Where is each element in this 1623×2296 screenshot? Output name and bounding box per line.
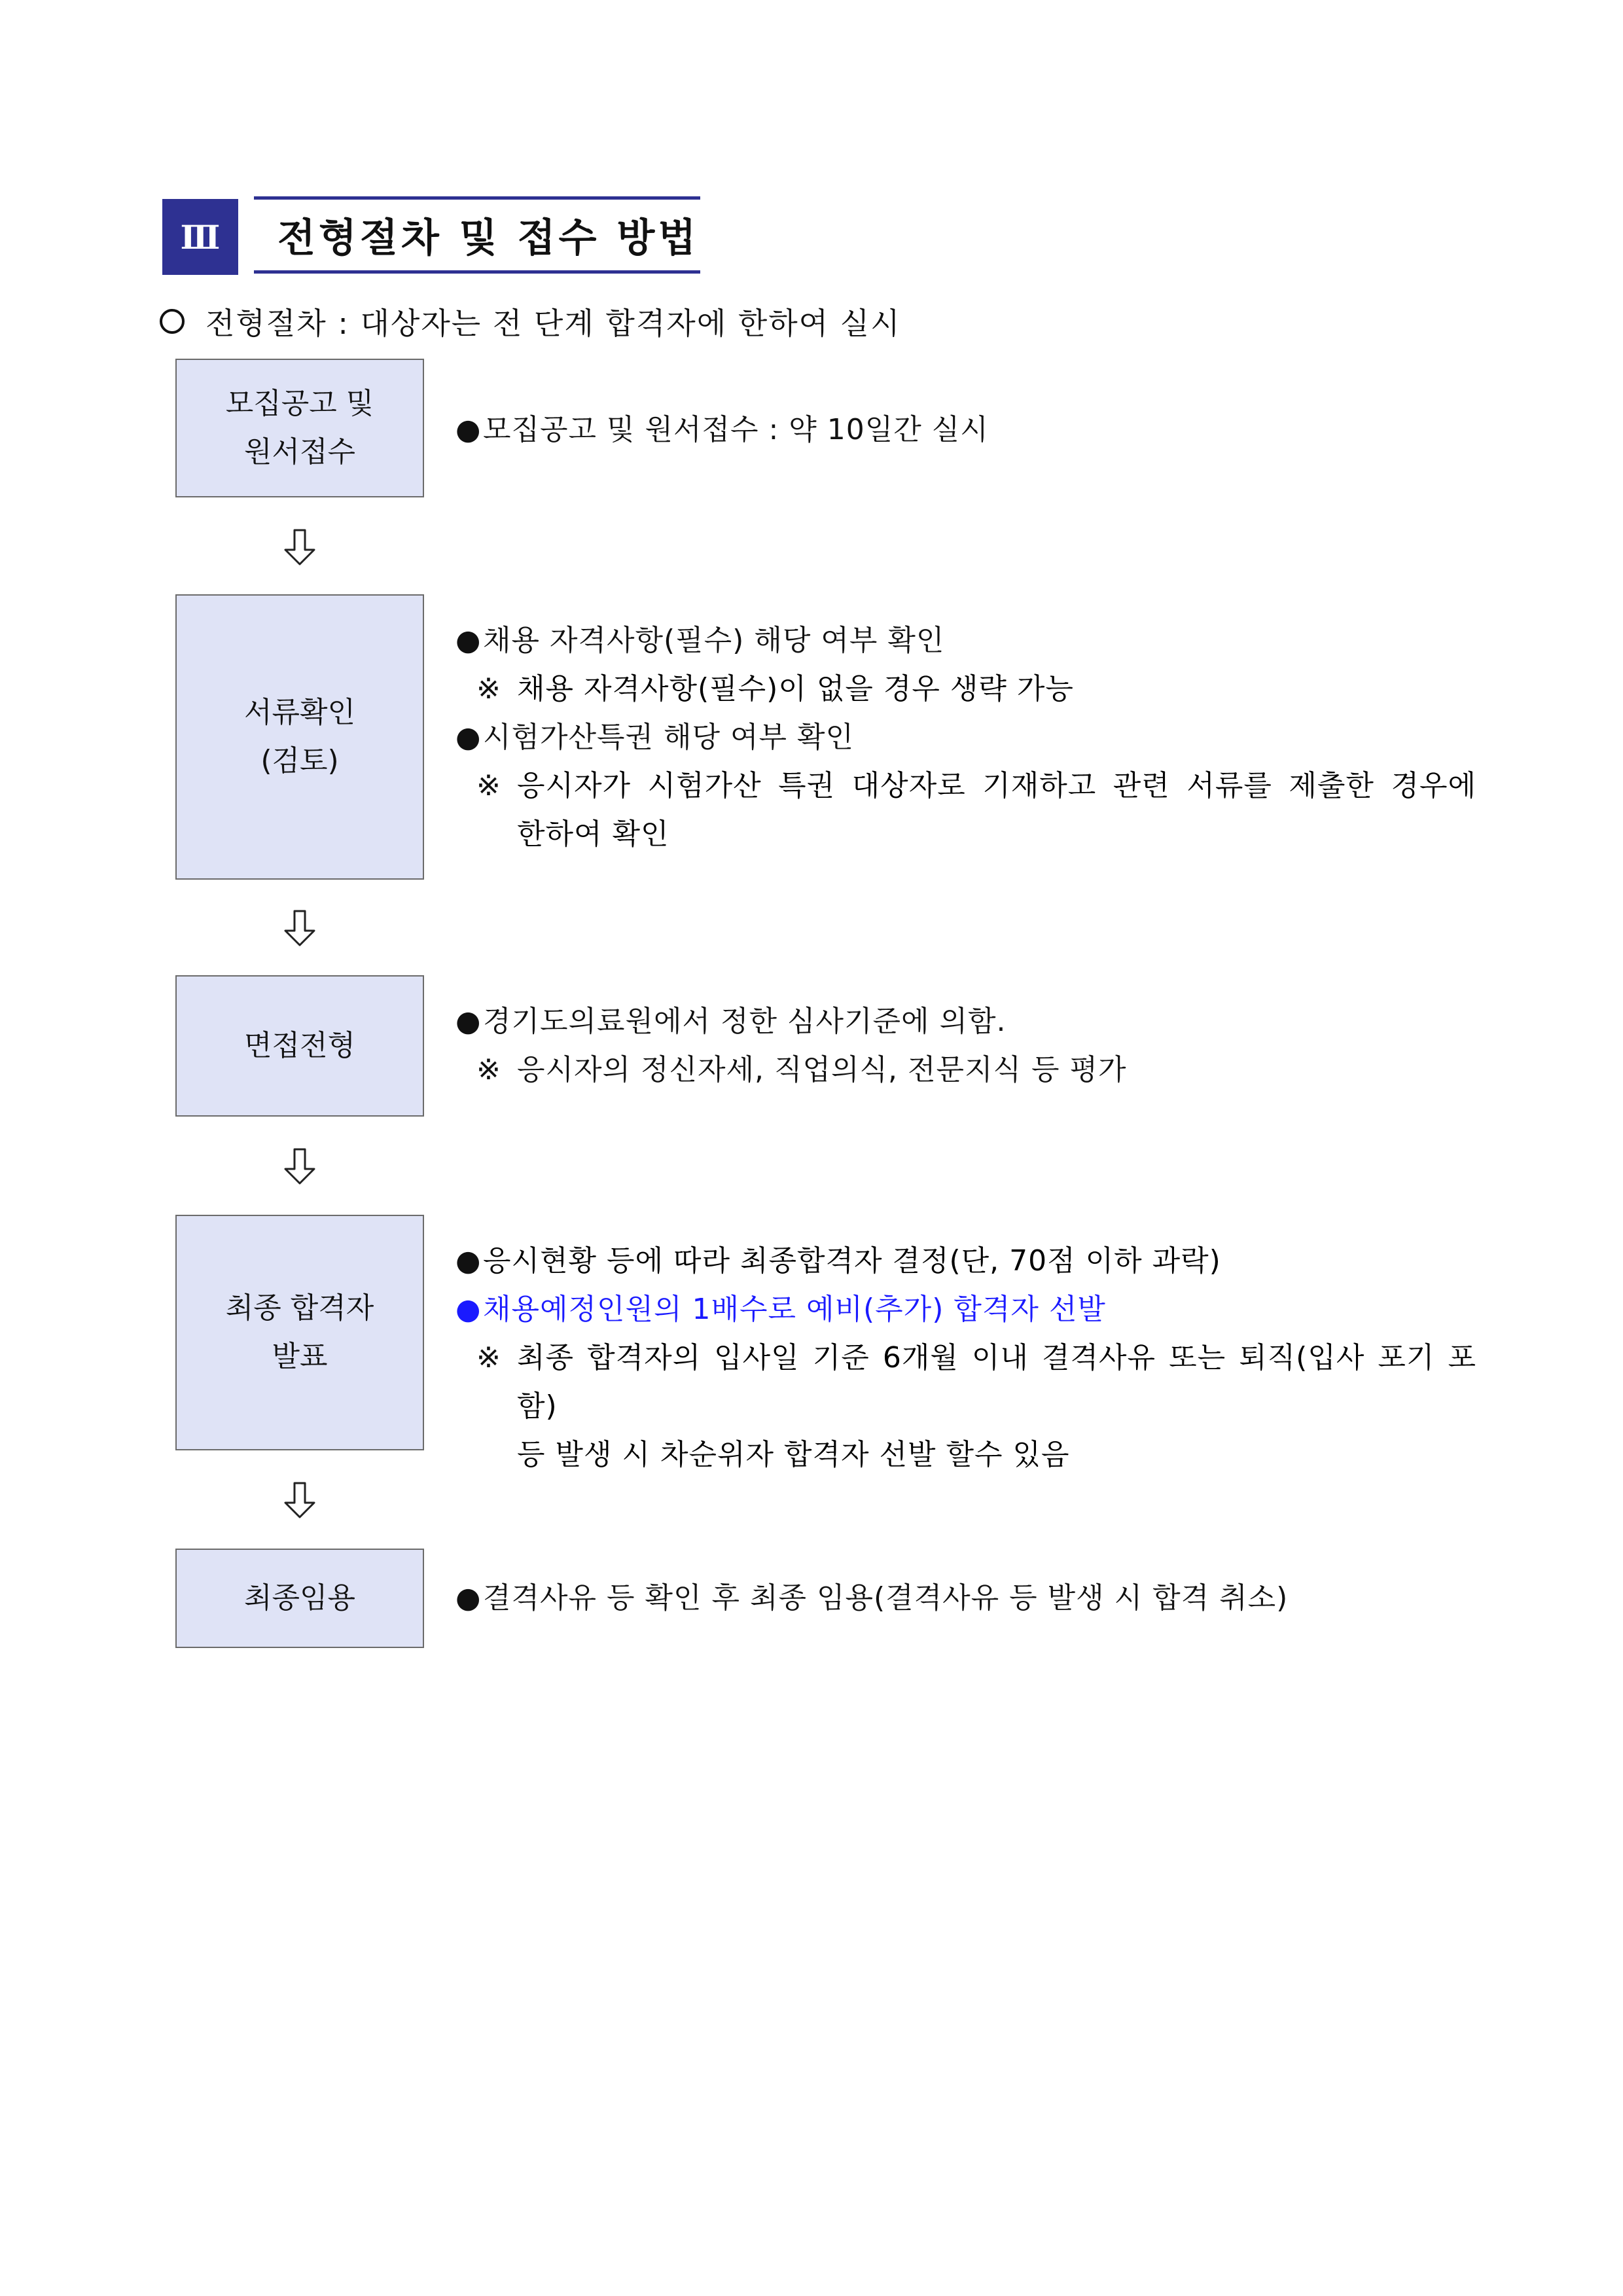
reference-mark: ※ — [476, 672, 501, 706]
desc-text: 채용 자격사항(필수)이 없을 경우 생략 가능 — [517, 672, 1074, 706]
desc-line — [455, 762, 1476, 810]
desc-line — [455, 1046, 1476, 1094]
bullet-icon: ● — [455, 1244, 481, 1278]
intro-text: 전형절차 : 대상자는 전 단계 합격자에 한하여 실시 — [205, 306, 901, 341]
desc-line — [455, 1574, 1476, 1623]
step-desc-document-review — [455, 617, 1476, 859]
down-arrow-icon — [280, 908, 319, 948]
bullet-icon: ● — [455, 624, 481, 657]
desc-line — [455, 406, 1476, 454]
desc-line — [455, 810, 1476, 859]
step-desc-interview — [455, 997, 1476, 1094]
intro-line — [157, 298, 901, 344]
reference-mark: ※ — [476, 769, 501, 802]
reference-mark: ※ — [476, 1053, 501, 1086]
step-desc-recruitment — [455, 406, 1476, 454]
desc-text: 한하여 확인 — [517, 817, 669, 851]
desc-line — [455, 997, 1476, 1046]
down-arrow-icon — [280, 528, 319, 567]
step-box-recruitment: 모집공고 및 원서접수 — [175, 359, 424, 497]
bullet-icon: ● — [455, 721, 481, 754]
step-desc-final-appointment — [455, 1574, 1476, 1623]
bullet-icon: ● — [455, 1005, 481, 1038]
desc-line-highlight — [455, 1285, 1476, 1334]
desc-line — [455, 617, 1476, 665]
desc-text: 응시현황 등에 따라 최종합격자 결정(단, 70점 이하 과락) — [483, 1244, 1221, 1278]
circle-bullet-icon — [160, 309, 185, 334]
step-desc-final-announcement — [455, 1237, 1476, 1479]
desc-text: 최종 합격자의 입사일 기준 6개월 이내 결격사유 또는 퇴직(입사 포기 포함) — [517, 1341, 1476, 1423]
desc-text: 응시자가 시험가산 특권 대상자로 기재하고 관련 서류를 제출한 경우에 — [517, 769, 1476, 802]
desc-text: 모집공고 및 원서접수 : 약 10일간 실시 — [483, 413, 989, 446]
section-title: 전형절차 및 접수 방법 — [254, 196, 700, 274]
desc-line — [455, 665, 1476, 713]
down-arrow-icon — [280, 1147, 319, 1186]
desc-text: 결격사유 등 확인 후 최종 임용(결격사유 등 발생 시 합격 취소) — [483, 1581, 1289, 1615]
desc-line — [455, 713, 1476, 762]
desc-text: 채용예정인원의 1배수로 예비(추가) 합격자 선발 — [483, 1293, 1106, 1326]
desc-text: 시험가산특권 해당 여부 확인 — [483, 721, 855, 754]
desc-line — [455, 1334, 1476, 1431]
desc-line — [455, 1431, 1476, 1479]
step-box-document-review: 서류확인 (검토) — [175, 594, 424, 880]
reference-mark: ※ — [476, 1341, 501, 1374]
desc-text: 응시자의 정신자세, 직업의식, 전문지식 등 평가 — [517, 1053, 1127, 1086]
bullet-icon: ● — [455, 1293, 481, 1326]
bullet-icon: ● — [455, 1581, 481, 1615]
step-box-final-announcement: 최종 합격자 발표 — [175, 1215, 424, 1450]
section-number-badge: Ⅲ — [162, 199, 238, 275]
bullet-icon: ● — [455, 413, 481, 446]
desc-text: 등 발생 시 차순위자 합격자 선발 할수 있음 — [517, 1438, 1070, 1471]
desc-text: 채용 자격사항(필수) 해당 여부 확인 — [483, 624, 945, 657]
step-box-final-appointment: 최종임용 — [175, 1549, 424, 1648]
down-arrow-icon — [280, 1480, 319, 1520]
step-box-interview: 면접전형 — [175, 975, 424, 1117]
desc-line — [455, 1237, 1476, 1285]
desc-text: 경기도의료원에서 정한 심사기준에 의함. — [483, 1005, 1007, 1038]
